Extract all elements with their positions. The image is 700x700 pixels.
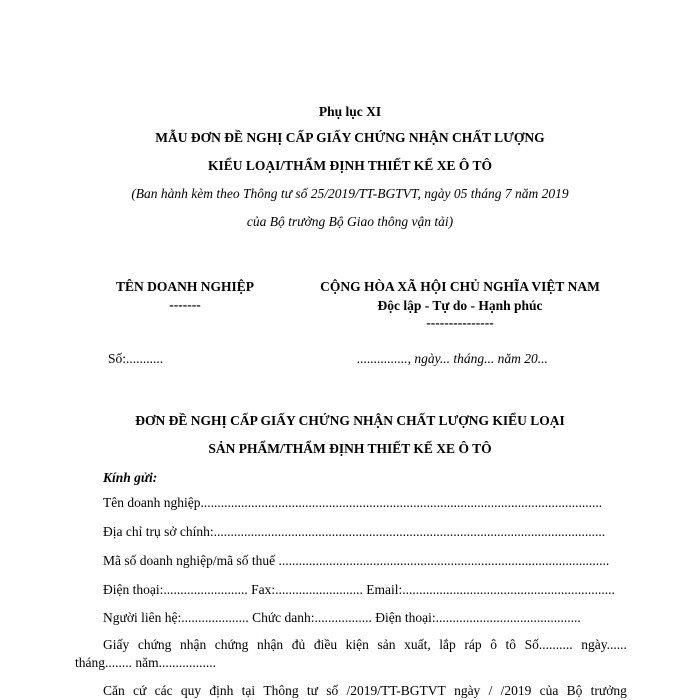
word: nhận: [256, 637, 284, 652]
form-title-line2: KIỂU LOẠI/THẨM ĐỊNH THIẾT KẾ XE Ô TÔ: [208, 158, 492, 173]
company-name-heading: TÊN DOANH NGHIỆP: [115, 279, 254, 294]
word: nhận: [179, 637, 207, 652]
word: tư: [306, 683, 318, 698]
company-name-field: Tên doanh nghiệp.......................................................................................................................: [103, 495, 603, 510]
word: chứng: [137, 637, 172, 652]
word: Bộ: [566, 683, 583, 698]
head-office-address-field: Địa chỉ trụ sở chính:....................................................................................................................: [103, 524, 606, 539]
appendix-label: Phụ lục XI: [318, 104, 382, 119]
word: cứ: [133, 683, 147, 698]
phone-fax-email-row: Điện thoại:......................... Fax:.......................... Email:...............................................................: [103, 582, 615, 597]
application-title-line1: ĐƠN ĐỀ NGHỊ CẤP GIẤY CHỨNG NHẬN CHẤT LƯỢNG KIỂU LOẠI: [135, 413, 565, 428]
word: chứng: [214, 637, 249, 652]
word: ráp: [464, 637, 482, 652]
word: của: [539, 683, 559, 698]
motto: Độc lập - Tự do - Hạnh phúc: [377, 298, 543, 313]
certificate-paragraph-line1: [103, 637, 627, 653]
word: tô: [505, 637, 517, 652]
word: tại: [241, 683, 256, 698]
form-title-line1: MẪU ĐƠN ĐỀ NGHỊ CẤP GIẤY CHỨNG NHẬN CHẤT LƯỢNG: [155, 130, 545, 145]
word: trưởng: [590, 683, 627, 698]
word: /2019: [500, 683, 532, 698]
word: /2019/TT-BGTVT: [346, 683, 446, 698]
word: /: [488, 683, 493, 698]
tax-code-field: Mã số doanh nghiệp/mã số thuế ..................................................................................................: [103, 553, 610, 568]
word: sản: [377, 637, 396, 652]
word: các: [154, 683, 173, 698]
word: xuất,: [404, 637, 431, 652]
word: Giấy: [103, 637, 130, 652]
word: định: [209, 683, 234, 698]
word: Căn: [103, 683, 125, 698]
word: Số..........: [524, 637, 573, 652]
certificate-paragraph-line2: tháng........ năm.................: [75, 655, 216, 670]
recipient-label: Kính gửi:: [103, 470, 158, 485]
word: điều: [313, 637, 338, 652]
word: ô: [490, 637, 497, 652]
word: Thông: [263, 683, 299, 698]
legal-basis-line: [103, 683, 627, 699]
issued-note-line1: (Ban hành kèm theo Thông tư số 25/2019/TT-BGTVT, ngày 05 tháng 7 năm 2019: [131, 186, 569, 201]
document-date: ..............., ngày... tháng... năm 20...: [357, 351, 548, 366]
contact-person-row: Người liên hệ:.................... Chức danh:................. Điện thoại:...........................................: [103, 610, 581, 625]
motto-divider: ---------------: [426, 315, 494, 330]
issued-note-line2: của Bộ trưởng Bộ Giao thông vận tải): [246, 214, 454, 229]
company-name-divider: -------: [169, 297, 201, 312]
document-number: Số:...........: [108, 351, 164, 366]
word: kiện: [345, 637, 369, 652]
word: ngày: [454, 683, 481, 698]
word: số: [326, 683, 339, 698]
republic-heading: CỘNG HÒA XÃ HỘI CHỦ NGHĨA VIỆT NAM: [320, 279, 600, 294]
word: lắp: [439, 637, 456, 652]
application-title-line2: SẢN PHẨM/THẨM ĐỊNH THIẾT KẾ XE Ô TÔ: [208, 441, 492, 456]
word: ngày......: [581, 637, 627, 652]
word: quy: [180, 683, 202, 698]
word: đủ: [291, 637, 306, 652]
